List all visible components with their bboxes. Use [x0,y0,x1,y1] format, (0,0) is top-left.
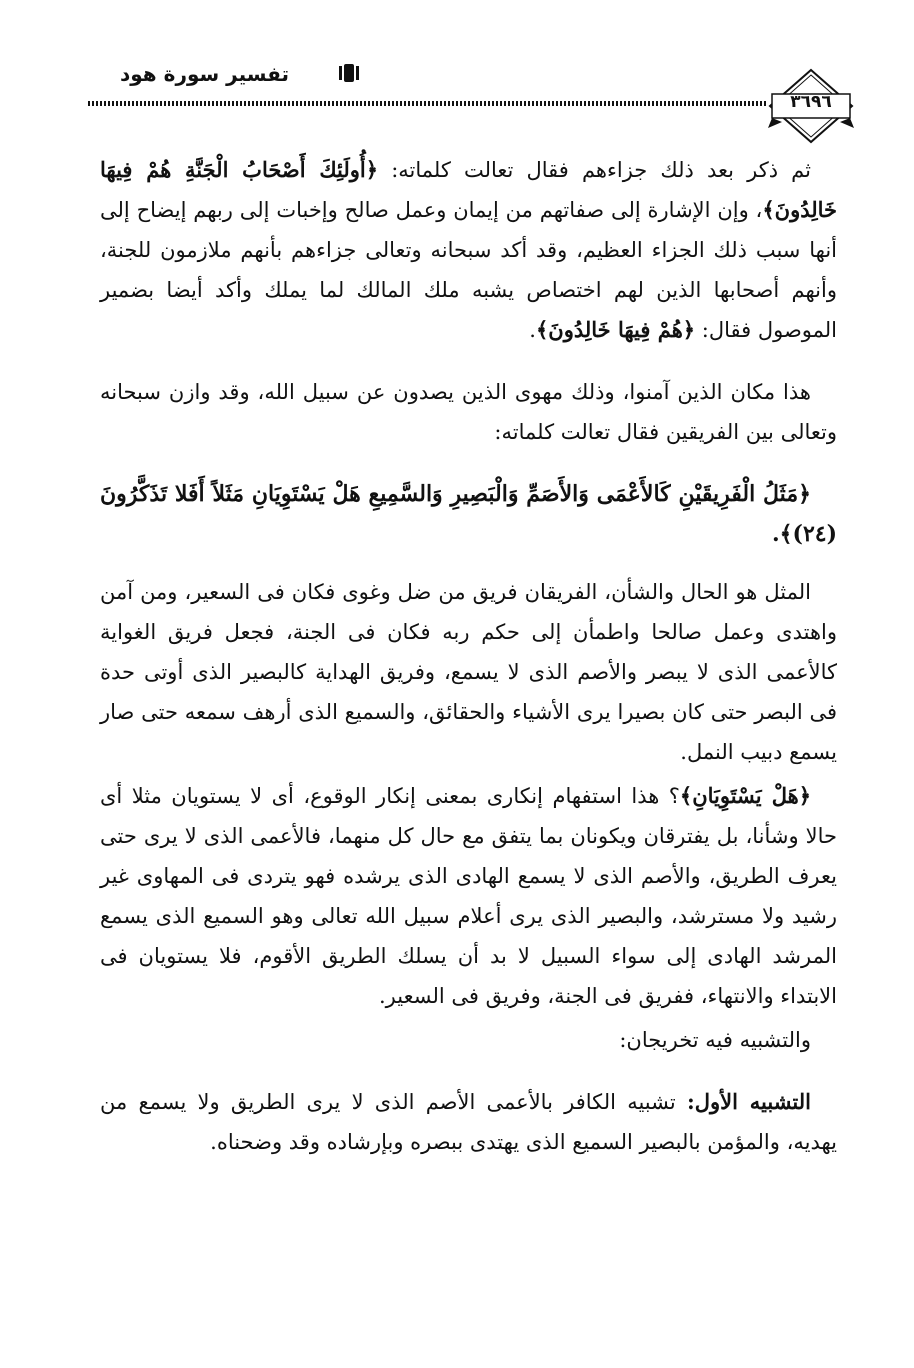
quran-quote: ﴿هَلْ يَسْتَوِيَانِ﴾ [679,783,812,808]
text-run: ، وإن الإشارة إلى صفاتهم من إيمان وعمل صالح وإخبات إلى ربهم إيضاح إلى أنها سبب ذلك الجزاء العظيم، وقد أكد سبحانه وتعالى جزاءهم بأنهم ملازمون للجنة، وأنهم أصحابها الذين لهم اختصاص يشبه ملك المالك لما يملك وأكد أيضا بضمير الموصول فقال: [100,198,837,342]
quran-quote: ﴿أُولَئِكَ أَصْحَابُ الْجَنَّةِ هُمْ فِيهَا خَالِدُونَ﴾ [100,157,838,222]
page-header [88,52,854,144]
ornament-icon [338,64,360,82]
paragraph: والتشبيه فيه تخريجان: [619,1028,811,1052]
page-number: ٣٦٩٦ [790,92,832,112]
quran-verse: ﴿مَثَلُ الْفَرِيقَيْنِ كَالأَعْمَى وَالأَصَمِّ وَالْبَصِيرِ وَالسَّمِيعِ هَلْ يَسْتَوِيَانِ مَثَلاً أَفَلا تَذَكَّرُونَ (٢٤)﴾. [100,481,837,547]
paragraph [100,150,837,350]
paragraph [100,776,837,1016]
running-title: تفسير سورة هود [120,62,289,86]
quran-quote: ﴿هُمْ فِيهَا خَالِدُونَ﴾ [535,317,696,342]
paragraph: هذا مكان الذين آمنوا، وذلك مهوى الذين يصدون عن سبيل الله، وقد وازن سبحانه وتعالى بين الفريقين فقال تعالت كلماته: [100,380,837,444]
section-lead: التشبيه الأول: [686,1089,812,1114]
paragraph [100,1082,837,1162]
text-run: ؟ هذا استفهام إنكارى بمعنى إنكار الوقوع، أى لا يستويان مثلا أى حالا وشأنا، بل يفترقان ويكونان بما يتفق مع حال كل منهما، فالأعمى الذى لا يرى حتى يعرف الطريق، والأصم الذى لا يسمع الهادى الذى يرشده فهو يتردى فى المهاوى غير رشيد ولا مسترشد، والبصير الذى يرى أعلام سبيل الله تعالى وهو السميع الذى يسمع المرشد الهادى إلى سواء السبيل لا بد أن يسلك الطريق الأقوم، فلا يستويان فى الابتداء والانتهاء، ففريق فى الجنة، وفريق فى السعير. [100,784,837,1008]
text-run: . [529,318,536,342]
header-dotted-rule [88,101,768,106]
page-number-badge [768,68,854,144]
text-run: تشبيه الكافر بالأعمى الأصم الذى لا يرى الطريق ولا يسمع من يهديه، والمؤمن بالبصير السميع الذى يهتدى ببصره وبإرشاده وقد وضحناه. [100,1090,837,1154]
body-text [100,150,837,1184]
paragraph: المثل هو الحال والشأن، الفريقان فريق من ضل وغوى فكان فى السعير، ومن آمن واهتدى وعمل صالحا واطمأن إلى حكم ربه فكان فى الجنة، فجعل فريق الغواية كالأعمى الذى لا يبصر والأصم الذى لا يسمع، وفريق الهداية كالبصير الذى أوتى حدة فى البصر حتى كان بصيرا يرى الأشياء والحقائق، والسميع الذى أرهف سمعه حتى صار يسمع دبيب النمل. [100,580,837,764]
text-run: ثم ذكر بعد ذلك جزاءهم فقال تعالت كلماته: [378,158,811,182]
